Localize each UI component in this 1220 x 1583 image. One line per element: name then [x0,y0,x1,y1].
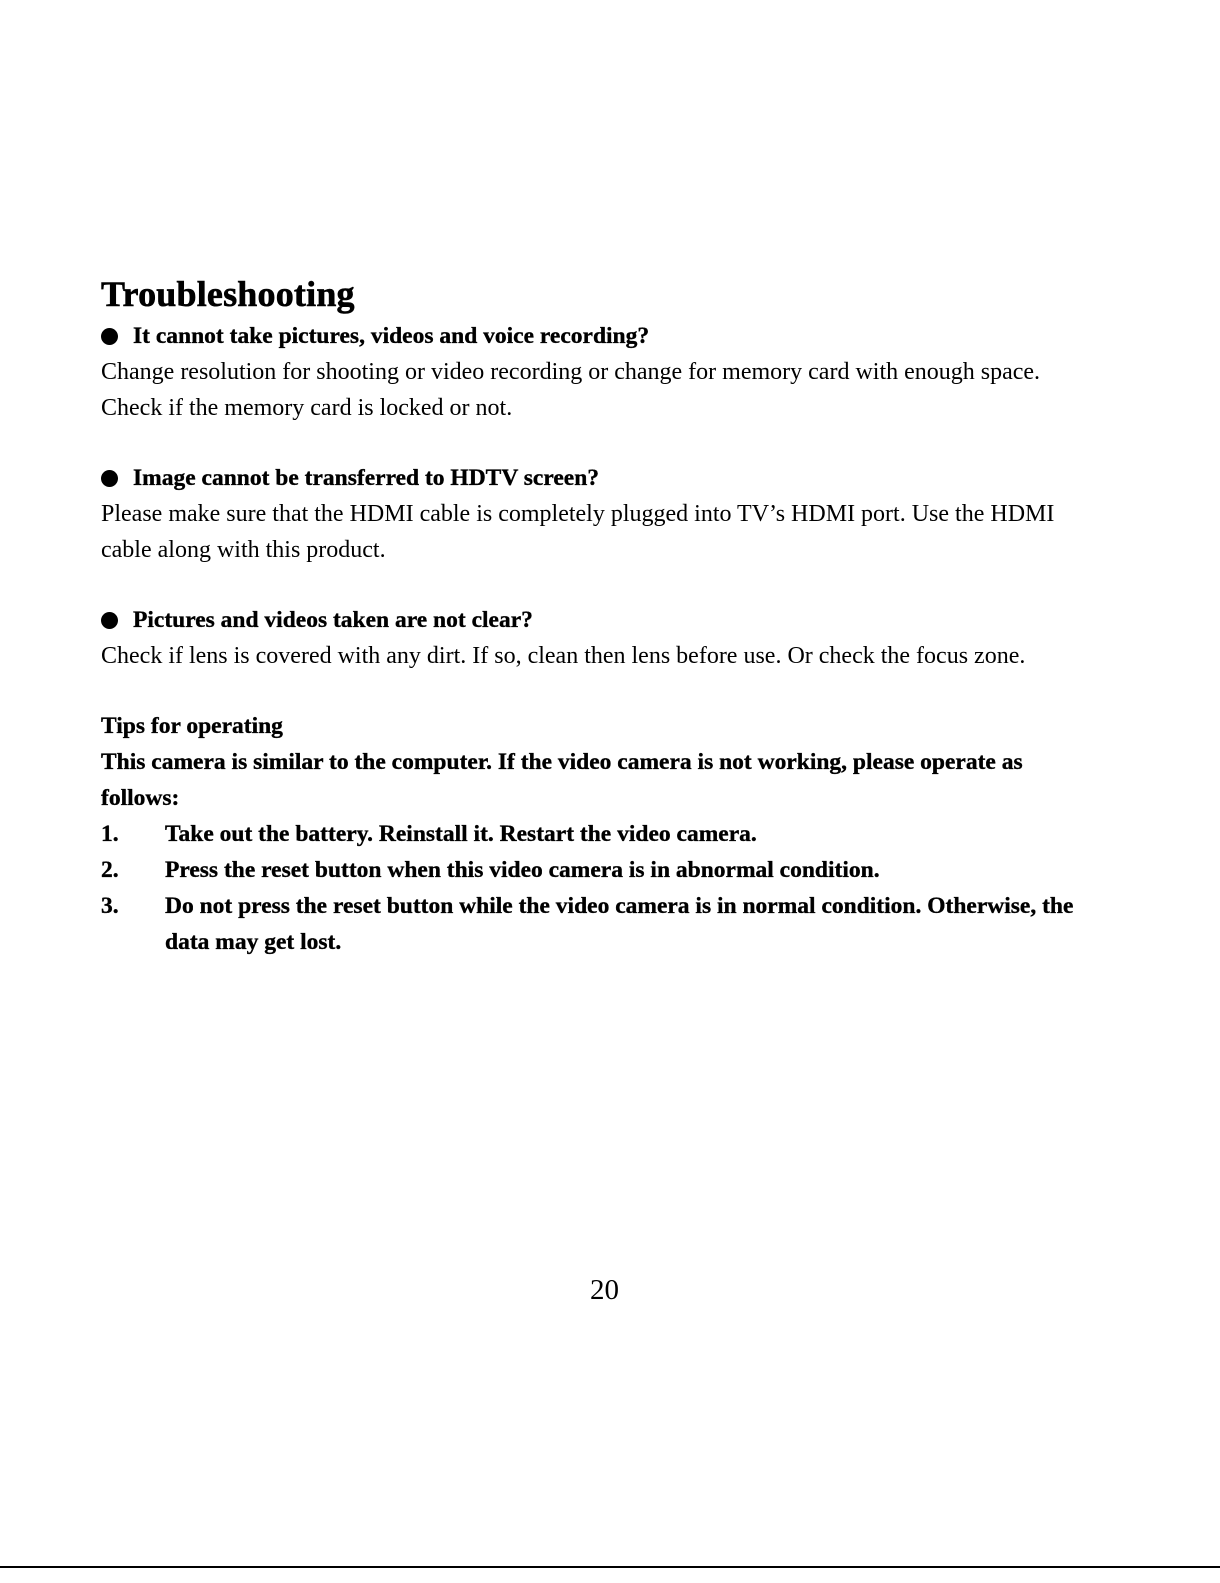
faq-answer: Please make sure that the HDMI cable is completely plugged into TV’s HDMI port. Use the HDMI cable along with this product. [101,501,1055,563]
faq-question [101,318,1101,354]
tips-intro: This camera is similar to the computer. If the video camera is not working, please operate as follows: [101,749,1023,811]
faq-item-2 [101,460,1101,568]
section-spacer [101,674,1101,708]
section-spacer [101,568,1101,602]
step-number: 3. [101,893,119,919]
page-number: 20 [590,1274,619,1306]
faq-question-text: Image cannot be transferred to HDTV screen? [133,465,600,491]
faq-question-text: Pictures and videos taken are not clear? [133,607,533,633]
document-page [101,272,1101,960]
page-title: Troubleshooting [101,274,355,314]
step-text: Press the reset button when this video camera is in abnormal condition. [165,857,880,883]
bullet-icon [101,328,118,345]
faq-question [101,602,1101,638]
tips-step [101,888,1101,960]
faq-answer: Check if lens is covered with any dirt. If so, clean then lens before use. Or check the focus zone. [101,643,1026,669]
faq-question-text: It cannot take pictures, videos and voice recording? [133,323,650,349]
faq-item-1 [101,318,1101,426]
step-text: Do not press the reset button while the video camera is in normal condition. Otherwise, the data may get lost. [165,893,1074,955]
faq-question [101,460,1101,496]
bullet-icon [101,612,118,629]
bottom-divider [0,1566,1220,1568]
tips-step [101,852,1101,888]
section-spacer [101,426,1101,460]
faq-answer: Change resolution for shooting or video recording or change for memory card with enough space. Check if the memory card is locked or not. [101,359,1041,421]
step-number: 1. [101,821,119,847]
tips-section [101,708,1101,960]
step-text: Take out the battery. Reinstall it. Restart the video camera. [165,821,757,847]
tips-step [101,816,1101,852]
step-number: 2. [101,857,119,883]
bullet-icon [101,470,118,487]
tips-steps-list [101,816,1101,960]
faq-item-3 [101,602,1101,674]
tips-heading: Tips for operating [101,713,283,739]
